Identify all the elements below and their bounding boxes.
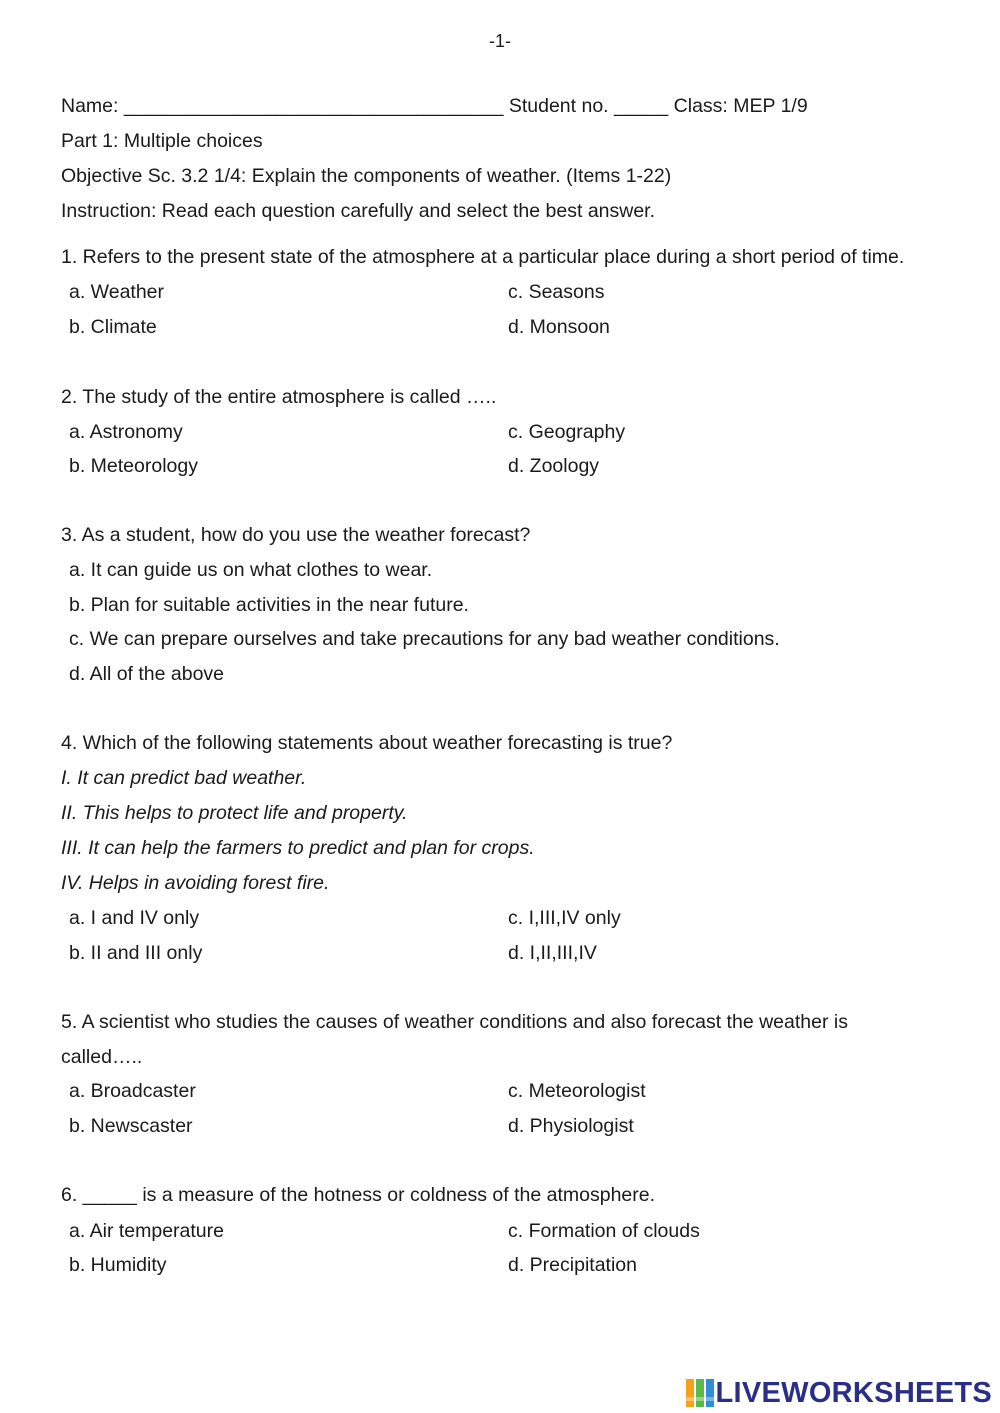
liveworksheets-brand[interactable] [685,1376,993,1410]
question-2-option-b[interactable]: b. Meteorology [69,455,198,477]
question-2-option-a[interactable]: a. Astronomy [69,421,183,443]
question-5-option-d[interactable]: d. Physiologist [508,1115,634,1137]
question-5-option-b[interactable]: b. Newscaster [69,1115,193,1137]
question-1-option-b[interactable]: b. Climate [69,316,157,338]
question-1-option-c[interactable]: c. Seasons [508,281,605,303]
question-1-option-d[interactable]: d. Monsoon [508,316,610,338]
question-2-option-d[interactable]: d. Zoology [508,455,600,477]
question-4-option-d[interactable]: d. I,II,III,IV [508,942,597,964]
question-6-option-b[interactable]: b. Humidity [69,1254,167,1276]
question-4-statement-3: III. It can help the farmers to predict and plan for crops. [61,837,535,859]
question-4-option-a[interactable]: a. I and IV only [69,907,200,929]
page-number: -1- [489,31,511,51]
question-3-option-b[interactable]: b. Plan for suitable activities in the near future. [69,594,469,616]
part-title: Part 1: Multiple choices [61,130,263,152]
question-4-statement-4: IV. Helps in avoiding forest fire. [61,872,330,894]
question-5-text-line-1: 5. A scientist who studies the causes of weather conditions and also forecast the weather is [61,1011,848,1033]
question-4-option-c[interactable]: c. I,III,IV only [508,907,621,929]
question-6-option-c[interactable]: c. Formation of clouds [508,1220,700,1242]
question-6-text: 6. _____ is a measure of the hotness or coldness of the atmosphere. [61,1184,656,1206]
liveworksheets-wordmark: LIVEWORKSHEETS [715,1376,992,1409]
question-2-text: 2. The study of the entire atmosphere is called ….. [61,386,497,408]
question-3-option-c[interactable]: c. We can prepare ourselves and take precautions for any bad weather conditions. [69,628,780,650]
instruction: Instruction: Read each question carefully and select the best answer. [61,200,656,222]
question-5-option-a[interactable]: a. Broadcaster [69,1080,196,1102]
question-5-text-line-2: called….. [61,1046,143,1068]
question-5-option-c[interactable]: c. Meteorologist [508,1080,646,1102]
question-6-option-d[interactable]: d. Precipitation [508,1254,637,1276]
question-4-text: 4. Which of the following statements about weather forecasting is true? [61,732,673,754]
liveworksheets-logo-icon [685,1378,715,1408]
question-2-option-c[interactable]: c. Geography [508,421,626,443]
question-4-option-b[interactable]: b. II and III only [69,942,203,964]
question-3-text: 3. As a student, how do you use the weather forecast? [61,524,531,546]
name-line: Name: ___________________________________ Student no. _____ Class: MEP 1/9 [61,95,808,117]
question-4-statement-1: I. It can predict bad weather. [61,767,307,789]
question-3-option-a[interactable]: a. It can guide us on what clothes to wear. [69,559,433,581]
question-4-statement-2: II. This helps to protect life and property. [61,802,408,824]
question-1-option-a[interactable]: a. Weather [69,281,165,303]
objective: Objective Sc. 3.2 1/4: Explain the components of weather. (Items 1-22) [61,165,672,187]
question-1-text: 1. Refers to the present state of the atmosphere at a particular place during a short period of time. [61,246,905,268]
question-3-option-d[interactable]: d. All of the above [69,663,225,685]
question-6-option-a[interactable]: a. Air temperature [69,1220,224,1242]
